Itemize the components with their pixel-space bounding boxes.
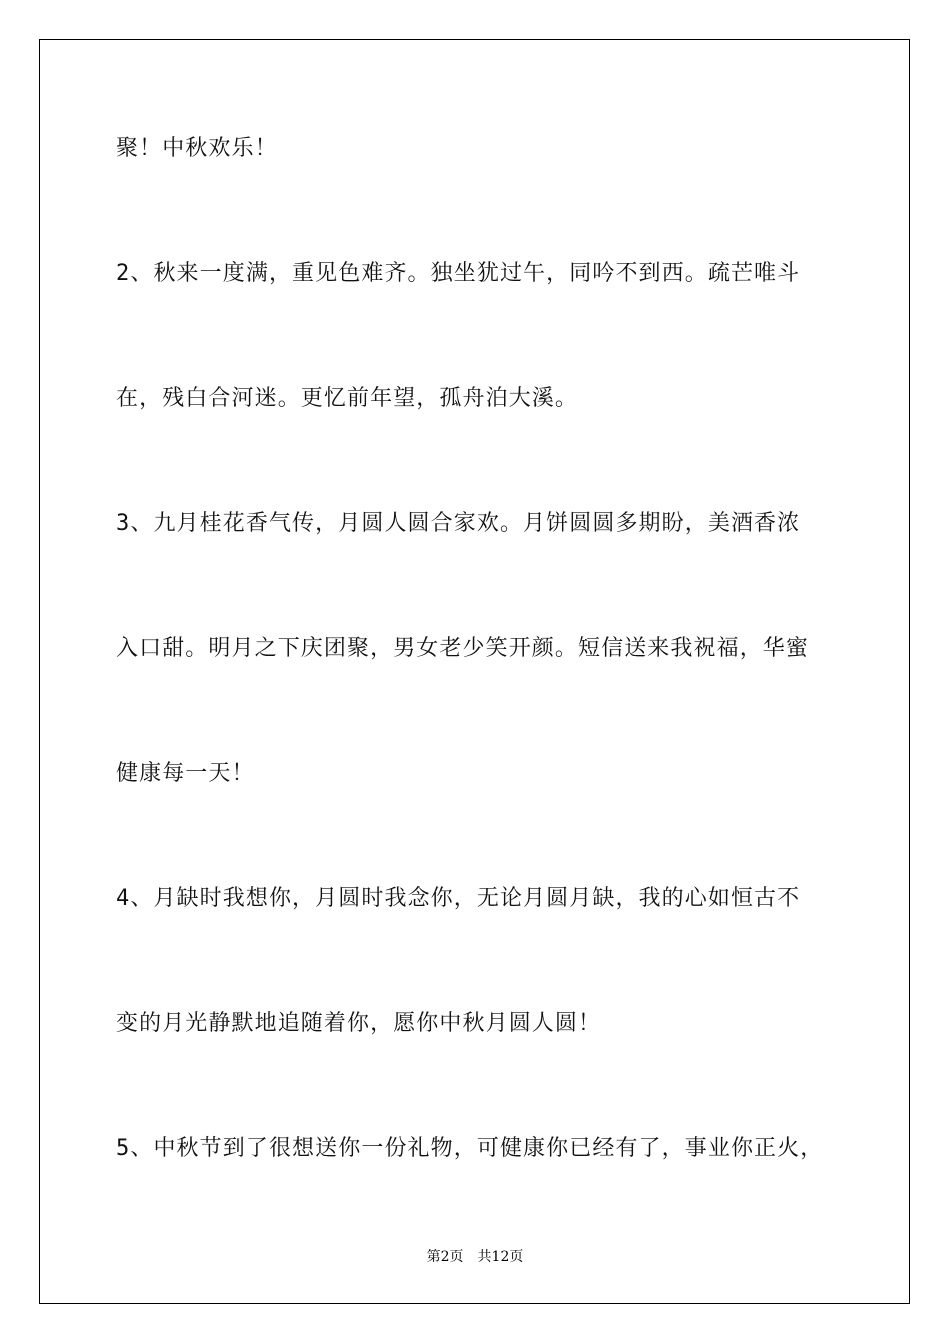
text-line: 健康每一天！ <box>116 761 255 786</box>
text-line: 2、秋来一度满，重见色难齐。独坐犹过午，同吟不到西。疏芒唯斗 <box>116 261 801 286</box>
page-total: 共12页 <box>477 1249 524 1265</box>
text-line: 5、中秋节到了很想送你一份礼物，可健康你已经有了，事业你正火， <box>116 1136 824 1161</box>
text-line: 3、九月桂花香气传，月圆人圆合家欢。月饼圆圆多期盼，美酒香浓 <box>116 511 801 536</box>
page-footer <box>0 1248 950 1266</box>
page-number: 第2页 <box>426 1249 464 1265</box>
text-line: 4、月缺时我想你，月圆时我念你，无论月圆月缺，我的心如恒古不 <box>116 886 801 911</box>
text-line: 入口甜。明月之下庆团聚，男女老少笑开颜。短信送来我祝福，华蜜 <box>116 636 810 661</box>
page-border <box>39 39 910 1304</box>
text-line: 聚！中秋欢乐！ <box>116 136 278 161</box>
text-line: 在，残白合河迷。更忆前年望，孤舟泊大溪。 <box>116 386 579 411</box>
text-line: 变的月光静默地追随着你，愿你中秋月圆人圆！ <box>116 1011 602 1036</box>
